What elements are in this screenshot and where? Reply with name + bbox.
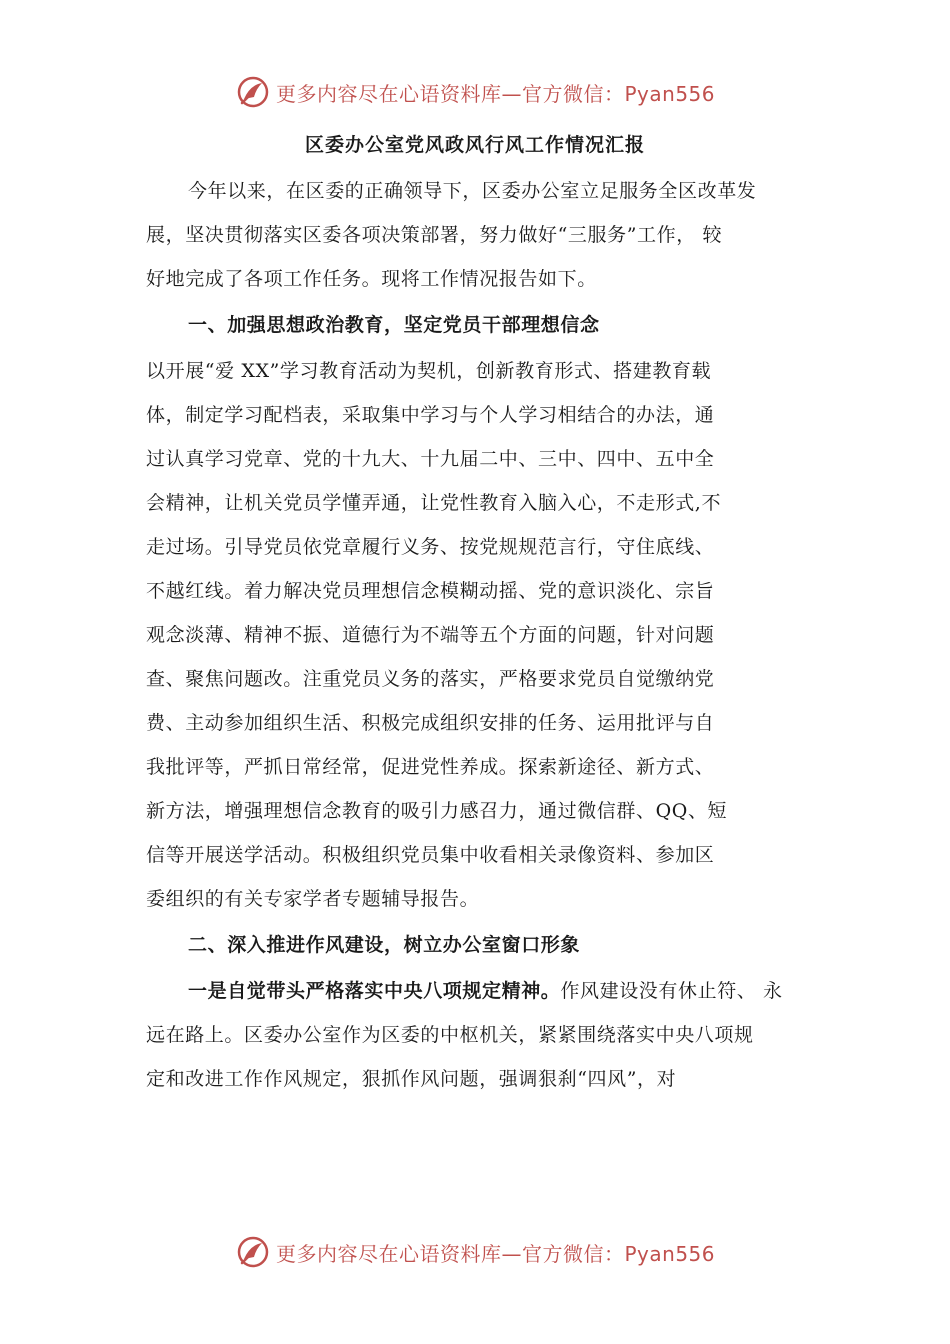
intro-line-2: 展，坚决贯彻落实区委各项决策部署，努力做好“三服务”工作， 较 [146, 224, 723, 246]
footer-banner [236, 1232, 796, 1272]
section2-heading: 二、深入推进作风建设，树立办公室窗口形象 [188, 934, 581, 956]
section1-line-8: 查、聚焦问题改。注重党员义务的落实，严格要求党员自觉缴纳党 [146, 668, 715, 690]
section1-line-9: 费、主动参加组织生活、积极完成组织安排的任务、运用批评与自 [146, 712, 715, 734]
section2-line-1: 远在路上。区委办公室作为区委的中枢机关，紧紧围绕落实中央八项规 [146, 1024, 754, 1046]
intro-line-1: 今年以来，在区委的正确领导下，区委办公室立足服务全区改革发 [188, 180, 757, 202]
section1-line-10: 我批评等，严抓日常经常，促进党性养成。探索新途径、新方式、 [146, 756, 715, 778]
section2-line-2: 定和改进工作作风规定，狠抓作风问题，强调狠刹“四风”，对 [146, 1068, 677, 1090]
section2-lead-line [188, 976, 783, 1003]
document-title: 区委办公室党风政风行风工作情况汇报 [304, 134, 645, 156]
header-banner-text: 更多内容尽在心语资料库—官方微信：Pyan556 [276, 81, 716, 106]
section1-line-5: 走过场。引导党员依党章履行义务、按党规规范言行，守住底线、 [146, 536, 715, 558]
header-banner [236, 72, 796, 112]
brush-logo-icon [236, 75, 270, 109]
section1-line-12: 信等开展送学活动。积极组织党员集中收看相关录像资料、参加区 [146, 844, 715, 866]
section1-line-6: 不越红线。着力解决党员理想信念模糊动摇、党的意识淡化、宗旨 [146, 580, 715, 602]
section1-line-4: 会精神，让机关党员学懂弄通，让党性教育入脑入心，不走形式,不 [146, 492, 722, 514]
section1-line-7: 观念淡薄、精神不振、道德行为不端等五个方面的问题，针对问题 [146, 624, 715, 646]
section1-line-1: 以开展“爱 XX”学习教育活动为契机，创新教育形式、搭建教育载 [146, 360, 712, 382]
section1-line-13: 委组织的有关专家学者专题辅导报告。 [146, 888, 480, 910]
section1-heading: 一、加强思想政治教育，坚定党员干部理想信念 [188, 314, 600, 336]
brush-logo-icon [236, 1235, 270, 1269]
footer-banner-text: 更多内容尽在心语资料库—官方微信：Pyan556 [276, 1241, 716, 1266]
section2-lead-bold: 一是自觉带头严格落实中央八项规定精神。 [188, 980, 561, 1002]
section1-line-11: 新方法，增强理想信念教育的吸引力感召力，通过微信群、QQ、短 [146, 800, 728, 822]
section1-line-3: 过认真学习党章、党的十九大、十九届二中、三中、四中、五中全 [146, 448, 715, 470]
section1-line-2: 体，制定学习配档表，采取集中学习与个人学习相结合的办法，通 [146, 404, 715, 426]
intro-line-3: 好地完成了各项工作任务。现将工作情况报告如下。 [146, 268, 597, 290]
section2-lead-rest: 作风建设没有休止符、 永 [560, 980, 783, 1002]
